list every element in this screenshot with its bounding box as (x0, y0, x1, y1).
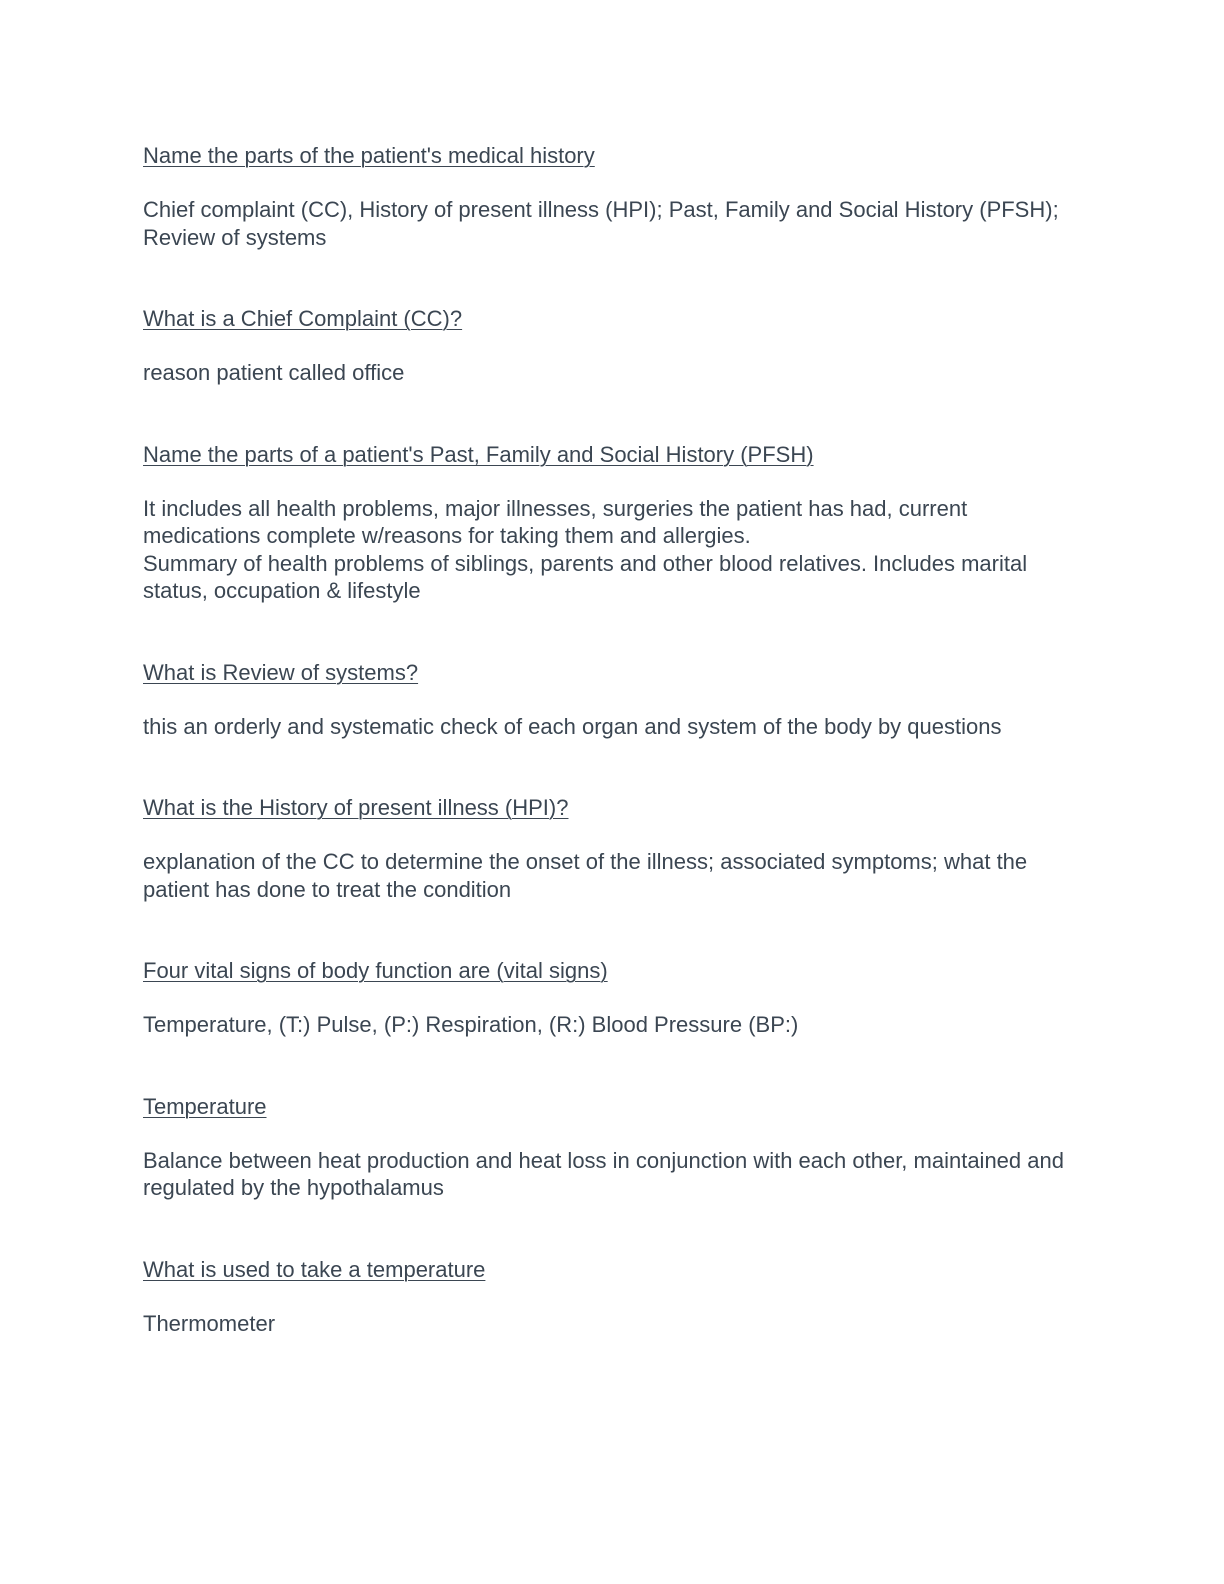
flashcard (143, 142, 1073, 251)
question-heading: Name the parts of the patient's medical history (143, 143, 595, 168)
answer-line: explanation of the CC to determine the onset of the illness; associated symptoms; what the patient has done to treat the condition (143, 849, 1028, 902)
answer-text (143, 1310, 1073, 1338)
answer-text (143, 713, 1073, 741)
question-heading: Four vital signs of body function are (vital signs) (143, 958, 608, 983)
answer-text (143, 1147, 1073, 1202)
answer-text (143, 1011, 1073, 1039)
question-heading: What is the History of present illness (HPI)? (143, 795, 569, 820)
flashcard (143, 794, 1073, 903)
answer-line: this an orderly and systematic check of each organ and system of the body by questions (143, 713, 1002, 739)
flashcard (143, 1093, 1073, 1202)
flashcard (143, 305, 1073, 387)
answer-line: Thermometer (143, 1310, 276, 1336)
answer-line: Temperature, (T:) Pulse, (P:) Respiration, (R:) Blood Pressure (BP:) (143, 1012, 799, 1037)
question-heading: What is used to take a temperature (143, 1256, 486, 1282)
document-page (143, 142, 1073, 1391)
question-heading: Name the parts of a patient's Past, Family and Social History (PFSH) (143, 441, 814, 467)
answer-text (143, 196, 1073, 251)
answer-line: reason patient called office (143, 360, 405, 385)
answer-text (143, 495, 1073, 605)
question-heading: What is Review of systems? (143, 659, 419, 685)
answer-text (143, 359, 1073, 387)
answer-text (143, 848, 1073, 903)
question-heading: What is a Chief Complaint (CC)? (143, 306, 463, 331)
flashcard (143, 441, 1073, 605)
answer-line: It includes all health problems, major illnesses, surgeries the patient has had, current medications complete w/reasons for taking them and allergies. (143, 495, 968, 548)
flashcard (143, 957, 1073, 1039)
answer-line: Balance between heat production and heat loss in conjunction with each other, maintained and regulated by the hypothalamus (143, 1147, 1064, 1200)
answer-line: Chief complaint (CC), History of present illness (HPI); Past, Family and Social History (PFSH); Review of systems (143, 197, 1059, 250)
flashcard (143, 1256, 1073, 1338)
question-heading: Temperature (143, 1093, 267, 1119)
flashcard (143, 659, 1073, 741)
answer-line: Summary of health problems of siblings, parents and other blood relatives. Includes marital status, occupation & lifestyle (143, 550, 1028, 603)
